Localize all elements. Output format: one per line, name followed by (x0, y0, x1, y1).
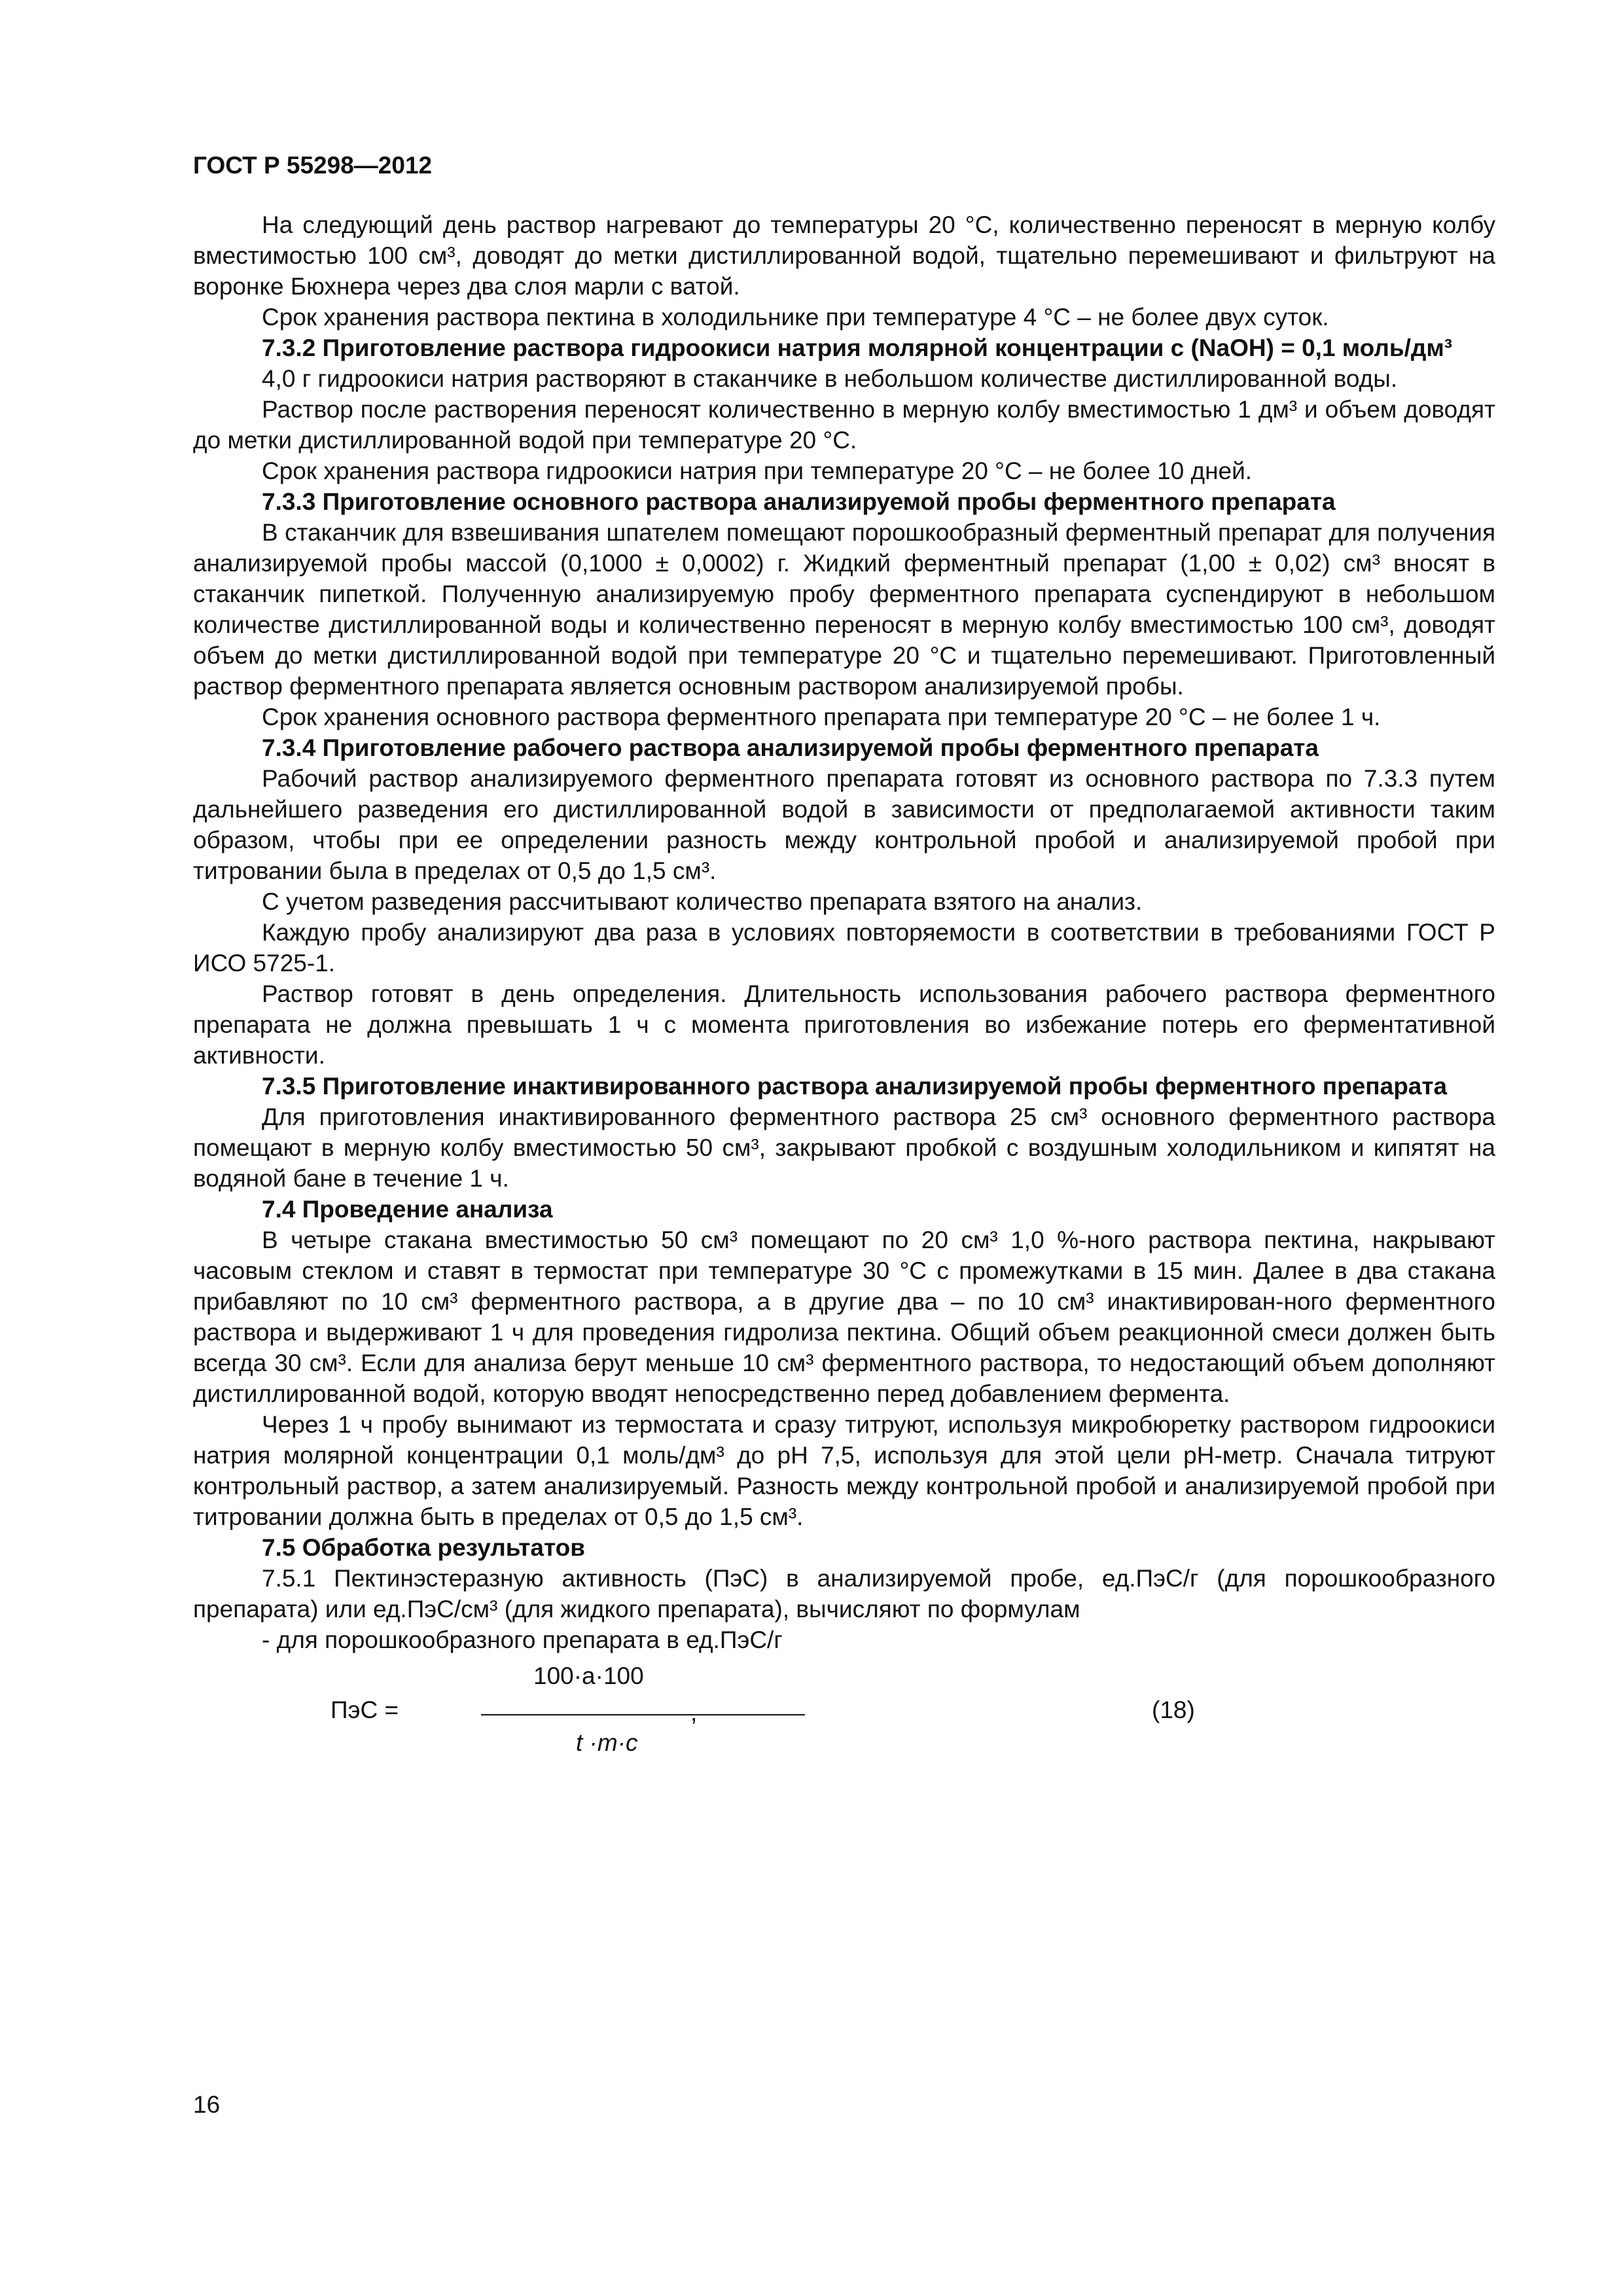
formula-numerator: 100·a·100 (533, 1662, 644, 1689)
section-heading-7-3-4: 7.3.4 Приготовление рабочего раствора анализируемой пробы ферментного препарата (262, 734, 1319, 761)
paragraph: Через 1 ч пробу вынимают из термостата и сразу титруют, используя микробюретку раствором гидроокиси натрия молярной концентрации 0,1 моль/дм³ до рН 7,5, используя для этой цели рН-метр. Сначала титруют контрольный раствор, а затем анализируемый. Разность между контрольной пробой и анализируемой пробой при титровании должна быть в пределах от 0,5 до 1,5 см³. (193, 1411, 1495, 1530)
paragraph: Для приготовления инактивированного ферментного раствора 25 см³ основного ферментного раствора помещают в мерную колбу вместимостью 50 см³, закрывают пробкой с воздушным холодильником и кипятят на водяной бане в течение 1 ч. (193, 1103, 1495, 1192)
paragraph: - для порошкообразного препарата в ед.ПэС/г (262, 1626, 783, 1653)
section-heading-7-5: 7.5 Обработка результатов (262, 1534, 585, 1561)
formula-comma: , (690, 1699, 698, 1726)
page-number: 16 (193, 2091, 221, 2118)
paragraph: Каждую пробу анализируют два раза в условиях повторяемости в соответствии в требованиями ГОСТ Р ИСО 5725-1. (193, 919, 1495, 977)
fraction-bar (481, 1714, 805, 1715)
paragraph: Раствор готовят в день определения. Длительность использования рабочего раствора ферментного препарата не должна превышать 1 ч с момента приготовления во избежание потерь его ферментативной активности. (193, 980, 1495, 1069)
section-heading-7-3-2: 7.3.2 Приготовление раствора гидроокиси натрия молярной концентрации c (NaOH) = 0,1 моль/дм³ (262, 334, 1453, 361)
section-heading-7-3-5: 7.3.5 Приготовление инактивированного раствора анализируемой пробы ферментного препарата (262, 1073, 1448, 1100)
section-heading-7-4: 7.4 Проведение анализа (262, 1196, 553, 1223)
formula-number: (18) (1152, 1696, 1195, 1723)
section-heading-7-3-3: 7.3.3 Приготовление основного раствора анализируемой пробы ферментного препарата (262, 488, 1336, 515)
paragraph: С учетом разведения рассчитывают количество препарата взятого на анализ. (262, 888, 1143, 915)
paragraph: На следующий день раствор нагревают до температуры 20 °С, количественно переносят в мерную колбу вместимостью 100 см³, доводят до метки дистиллированной водой, тщательно перемешивают и фильтруют на воронке Бюхнера через два слоя марли с ватой. (193, 211, 1495, 300)
paragraph: Раствор после растворения переносят количественно в мерную колбу вместимостью 1 дм³ и объем доводят до метки дистиллированной водой при температуре 20 °С. (193, 396, 1495, 454)
paragraph: Срок хранения раствора пектина в холодильнике при температуре 4 °С – не более двух суток. (262, 304, 1329, 331)
formula-18 (193, 1660, 1495, 1768)
document-code-header: ГОСТ Р 55298—2012 (193, 152, 433, 179)
paragraph: В четыре стакана вместимостью 50 см³ помещают по 20 см³ 1,0 %-ного раствора пектина, накрывают часовым стеклом и ставят в термостат при температуре 30 °С с промежутками в 15 мин. Далее в два стакана прибавляют по 10 см³ ферментного раствора, а в другие два – по 10 см³ инактивирован-ного ферментного раствора и выдерживают 1 ч для проведения гидролиза пектина. Общий объем реакционной смеси должен быть всегда 30 см³. Если для анализа берут меньше 10 см³ ферментного раствора, то недостающий объем дополняют дистиллированной водой, которую вводят непосредственно перед добавлением фермента. (193, 1227, 1495, 1407)
paragraph: Рабочий раствор анализируемого ферментного препарата готовят из основного раствора по 7.3.3 путем дальнейшего разведения его дистиллированной водой в зависимости от предполагаемой активности таким образом, чтобы при ее определении разность между контрольной пробой и анализируемой пробой при титровании была в пределах от 0,5 до 1,5 см³. (193, 765, 1495, 884)
paragraph: Срок хранения раствора гидроокиси натрия при температуре 20 °С – не более 10 дней. (262, 457, 1253, 484)
paragraph: 7.5.1 Пектинэстеразную активность (ПэС) в анализируемой пробе, ед.ПэС/г (для порошкообразного препарата) или ед.ПэС/см³ (для жидкого препарата), вычисляют по формулам (193, 1565, 1495, 1623)
paragraph: 4,0 г гидроокиси натрия растворяют в стаканчике в небольшом количестве дистиллированной воды. (262, 365, 1398, 392)
document-body (193, 209, 1495, 1768)
formula-lhs: ПэС = (330, 1696, 399, 1723)
paragraph: В стаканчик для взвешивания шпателем помещают порошкообразный ферментный препарат для получения анализируемой пробы массой (0,1000 ± 0,0002) г. Жидкий ферментный препарат (1,00 ± 0,02) см³ вносят в стаканчик пипеткой. Полученную анализируемую пробу ферментного препарата суспендируют в небольшом количестве дистиллированной воды и количественно переносят в мерную колбу вместимостью 100 см³, доводят объем до метки дистиллированной водой при температуре 20 °С и тщательно перемешивают. Приготовленный раствор ферментного препарата является основным раствором анализируемой пробы. (193, 519, 1495, 700)
formula-denominator: t ·m·c (576, 1729, 638, 1756)
paragraph: Срок хранения основного раствора ферментного препарата при температуре 20 °С – не более 1 ч. (262, 704, 1381, 730)
